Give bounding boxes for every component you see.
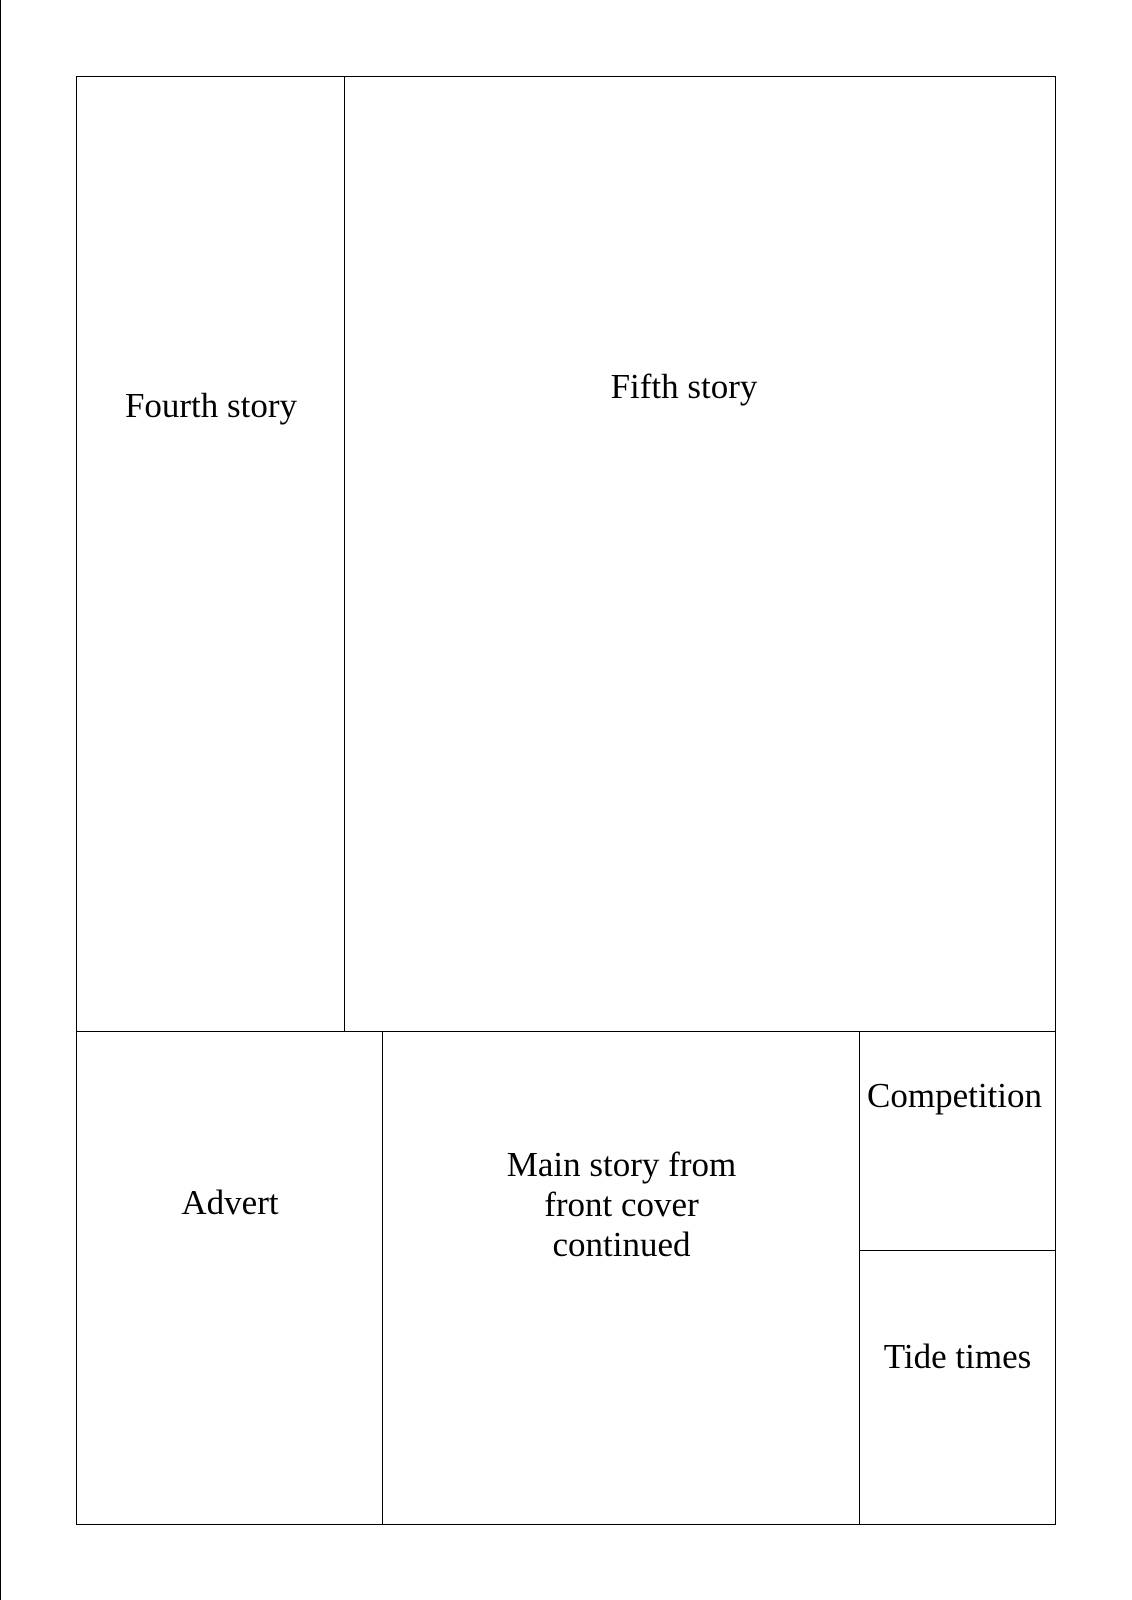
divider-main-right [859, 1031, 860, 1525]
divider-fourth-fifth [344, 77, 345, 1031]
fourth-story-box [77, 77, 345, 1031]
fourth-story-label: Fourth story [124, 386, 298, 425]
tide-times-label: Tide times [883, 1337, 1032, 1376]
divider-competition-tide [859, 1250, 1055, 1251]
advert-box [77, 1031, 383, 1525]
page-layout-frame [76, 76, 1056, 1525]
fifth-story-label: Fifth story [610, 367, 758, 406]
main-story-line-1: Main story from [506, 1145, 737, 1184]
divider-top-bottom [77, 1031, 1055, 1032]
main-story-line-3: continued [552, 1225, 691, 1264]
main-story-line-2: front cover [544, 1185, 699, 1224]
advert-label: Advert [181, 1183, 279, 1222]
fifth-story-box [345, 77, 1055, 1031]
divider-advert-main [382, 1031, 383, 1525]
tide-times-box [860, 1250, 1055, 1525]
main-story-box [383, 1031, 860, 1525]
competition-label: Competition [867, 1076, 1042, 1115]
competition-box [860, 1031, 1055, 1250]
page-left-edge [0, 0, 1, 1600]
